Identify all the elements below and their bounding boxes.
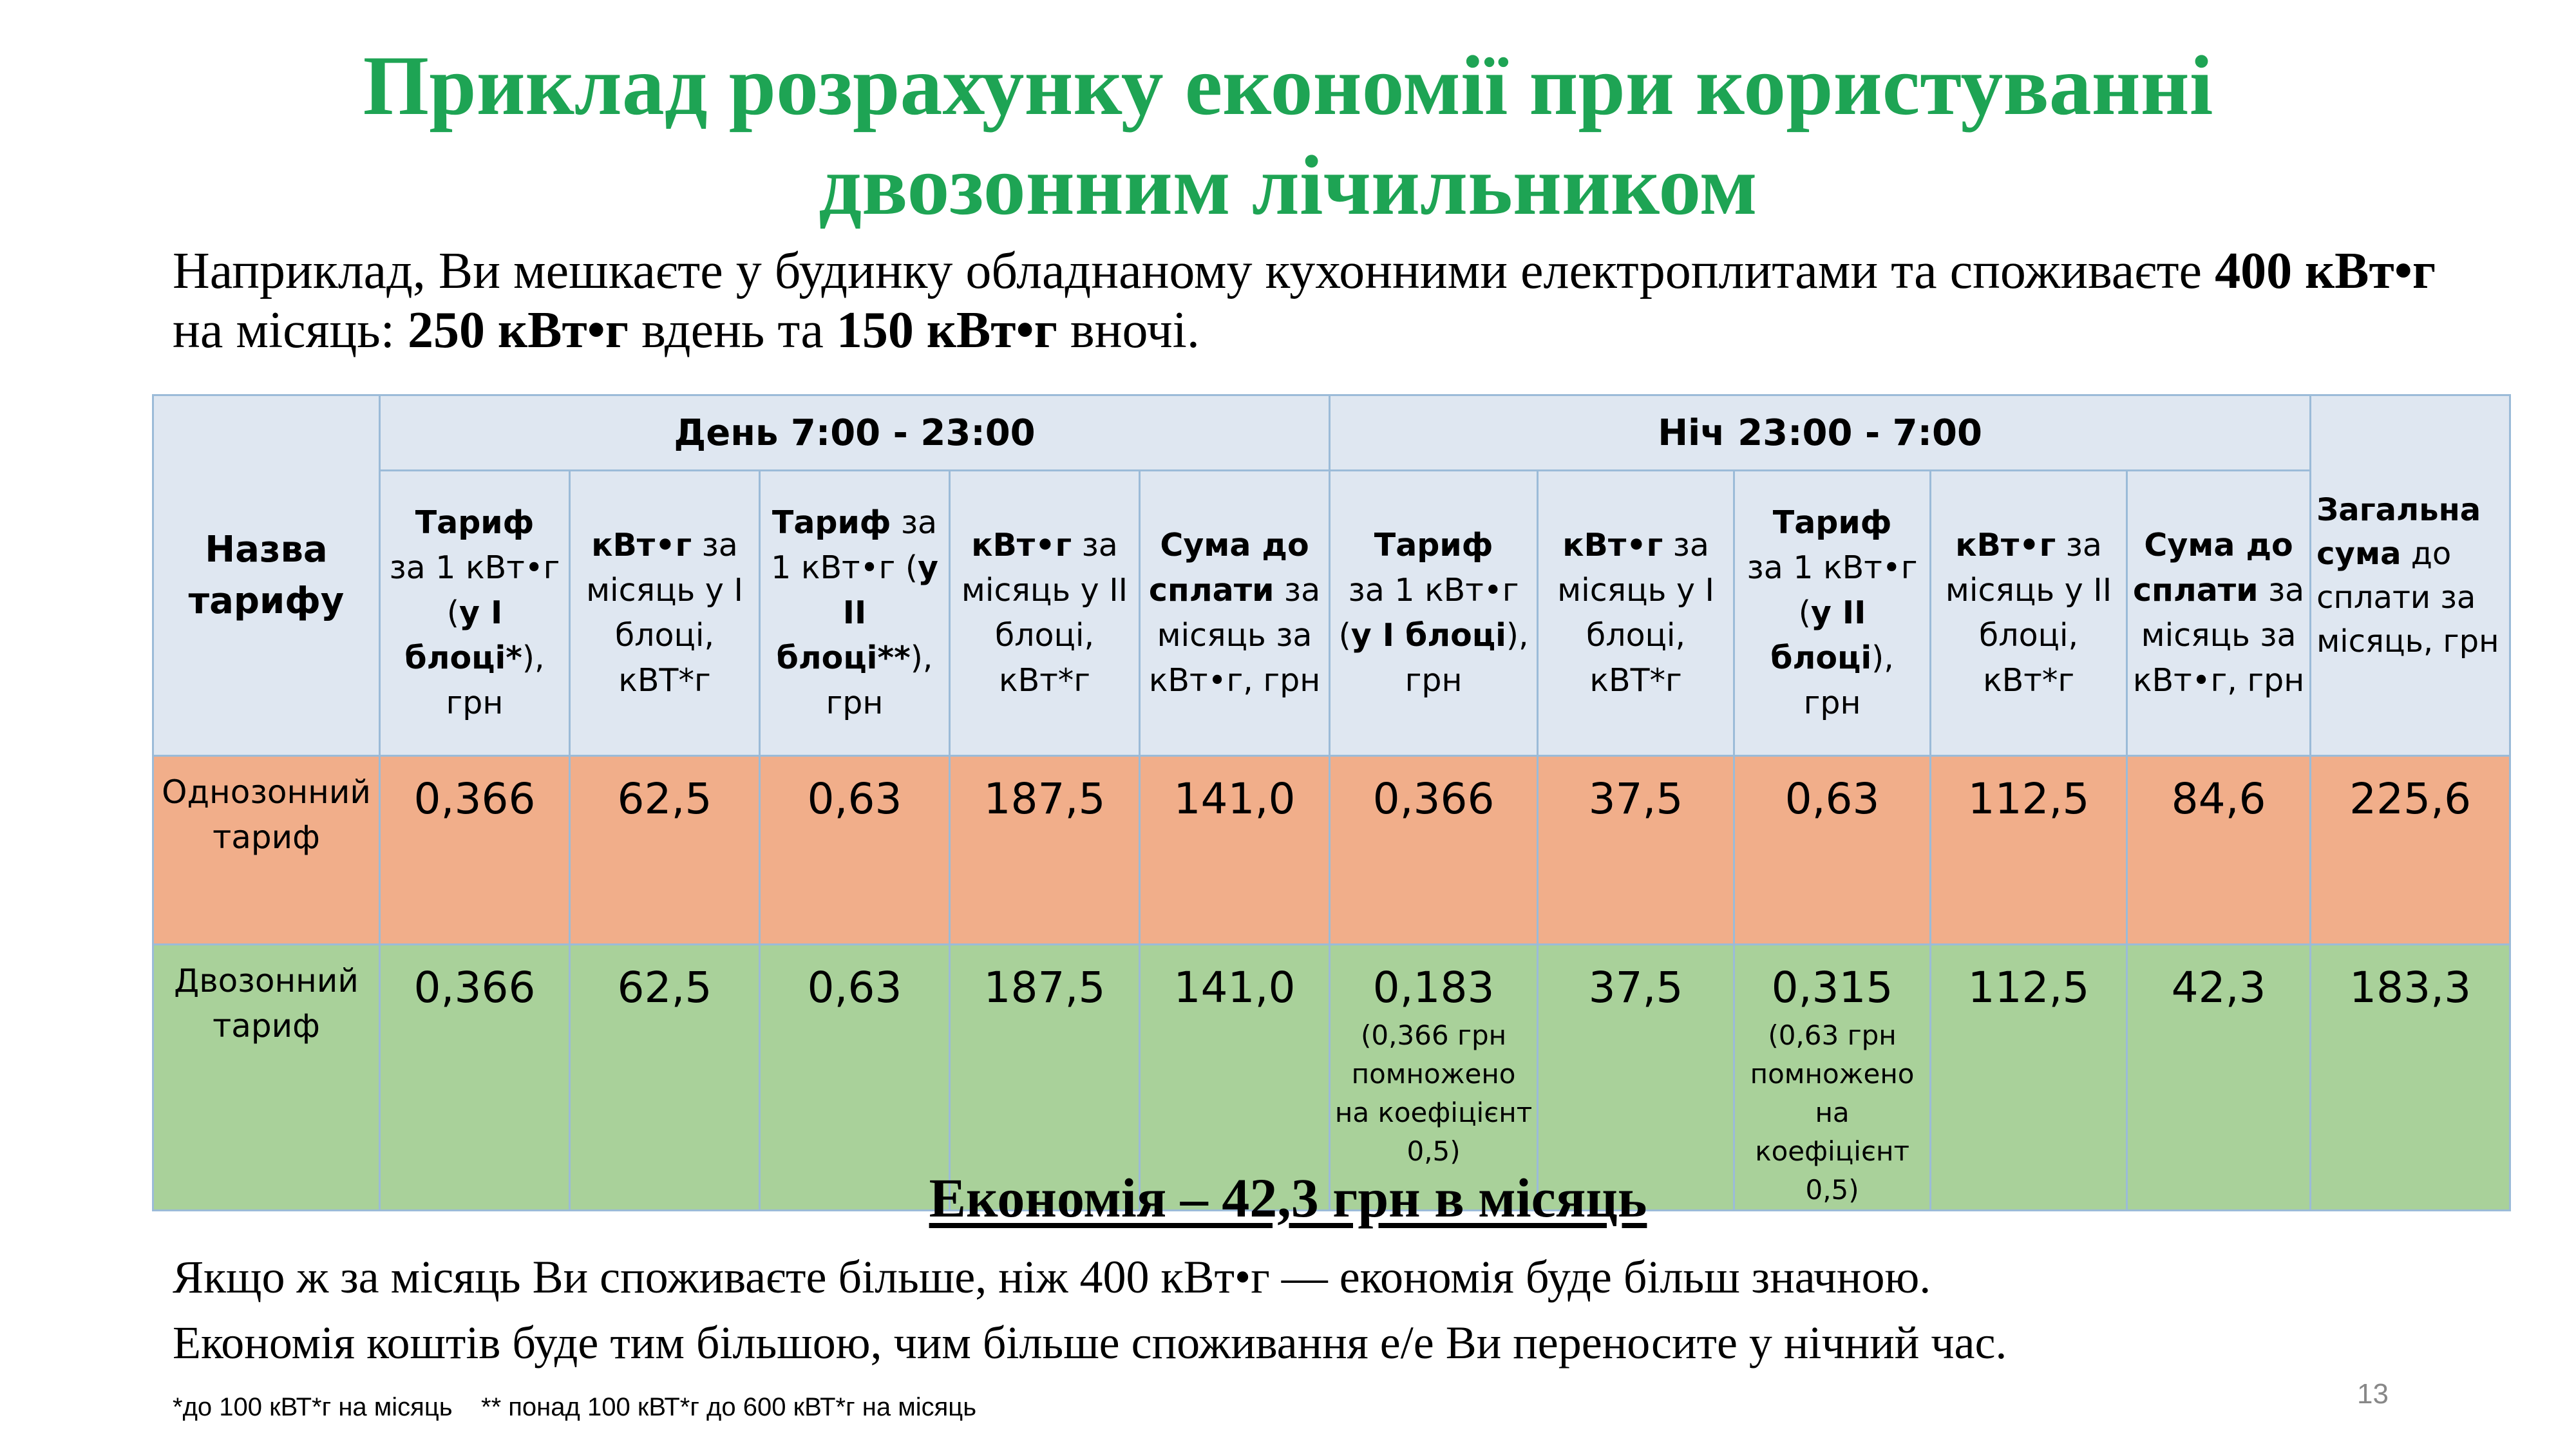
- table-cell: 62,5: [570, 945, 760, 1211]
- table-cell: 0,183 (0,366 грн помножено на коефіцієнт 0,5): [1330, 945, 1538, 1211]
- page-number: 13: [2357, 1378, 2389, 1410]
- conclusion-line-1: Якщо ж за місяць Ви споживаєте більше, ніж 400 кВт•г — економія буде більш значною.: [173, 1251, 1931, 1303]
- table-cell-total: 183,3: [2311, 945, 2510, 1211]
- intro-text-2: на місяць:: [173, 302, 408, 359]
- table-cell: 141,0: [1140, 756, 1330, 945]
- night-group-header: Ніч 23:00 - 7:00: [1330, 395, 2311, 471]
- table-cell: 42,3: [2127, 945, 2311, 1211]
- table-cell: 187,5: [950, 945, 1140, 1211]
- tariff-name-two-zone: Двозонний тариф: [153, 945, 380, 1211]
- table-cell: 187,5: [950, 756, 1140, 945]
- slide-title: [0, 35, 2576, 235]
- table-cell: 37,5: [1538, 945, 1734, 1211]
- day-group-header: День 7:00 - 23:00: [380, 395, 1330, 471]
- title-line-2: двозонним лічильником: [819, 138, 1757, 232]
- intro-night-kwh: 150 кВт•г: [836, 302, 1057, 359]
- table-cell: 37,5: [1538, 756, 1734, 945]
- tariff-name-header: Назва тарифу: [153, 395, 380, 756]
- title-line-1: Приклад розрахунку економії при користуванні: [363, 38, 2213, 133]
- table-cell: 0,315 (0,63 грн помножено на коефіцієнт 0,5): [1734, 945, 1931, 1211]
- table-cell: 84,6: [2127, 756, 2311, 945]
- footnote: *до 100 кВТ*г на місяць ** понад 100 кВТ*г до 600 кВТ*г на місяць: [173, 1393, 977, 1421]
- table-cell: 112,5: [1931, 756, 2127, 945]
- cell-note: (0,63 грн помножено на коефіцієнт 0,5): [1750, 1019, 1915, 1206]
- intro-text-1: Наприклад, Ви мешкаєте у будинку обладнаному кухонними електроплитами та споживаєте: [173, 243, 2215, 299]
- table-cell: 0,366: [380, 945, 570, 1211]
- table-cell: 0,366: [1330, 756, 1538, 945]
- table-cell: 0,63: [1734, 756, 1931, 945]
- table-cell: 112,5: [1931, 945, 2127, 1211]
- intro-paragraph: [173, 242, 2465, 360]
- table-cell: 0,366: [380, 756, 570, 945]
- table-cell: 0,63: [760, 945, 950, 1211]
- night-kwh-block1-header: кВт•г за місяць у І блоці, кВТ*г: [1538, 471, 1734, 756]
- table-cell: 0,63: [760, 756, 950, 945]
- table-cell-total: 225,6: [2311, 756, 2510, 945]
- table-row-single-zone: [153, 756, 2510, 945]
- cell-note: (0,366 грн помножено на коефіцієнт 0,5): [1334, 1019, 1533, 1167]
- night-tariff-block2-header: Тариф за 1 кВт•г (у ІІ блоці), грн: [1734, 471, 1931, 756]
- table-cell: 141,0: [1140, 945, 1330, 1211]
- tariff-name-single-zone: Однозонний тариф: [153, 756, 380, 945]
- day-sum-header: Сума до сплати за місяць за кВт•г, грн: [1140, 471, 1330, 756]
- total-header: Загальна сума до сплати за місяць, грн: [2311, 395, 2510, 756]
- tariff-table: [152, 394, 2511, 1211]
- day-tariff-block1-header: Тариф за 1 кВт•г (у І блоці*), грн: [380, 471, 570, 756]
- day-tariff-block2-header: Тариф за 1 кВт•г (у ІІ блоці**), грн: [760, 471, 950, 756]
- table-cell: 62,5: [570, 756, 760, 945]
- day-kwh-block2-header: кВт•г за місяць у ІІ блоці, кВт*г: [950, 471, 1140, 756]
- conclusion-line-2: Економія коштів буде тим більшою, чим більше споживання е/е Ви переносите у нічний час.: [173, 1317, 2007, 1368]
- night-kwh-block2-header: кВт•г за місяць у ІІ блоці, кВт*г: [1931, 471, 2127, 756]
- night-tariff-block1-header: Тариф за 1 кВт•г (у І блоці), грн: [1330, 471, 1538, 756]
- intro-text-4: вночі.: [1057, 302, 1200, 359]
- intro-total-kwh: 400 кВт•г: [2215, 243, 2436, 299]
- night-sum-header: Сума до сплати за місяць за кВт•г, грн: [2127, 471, 2311, 756]
- day-kwh-block1-header: кВт•г за місяць у І блоці, кВТ*г: [570, 471, 760, 756]
- intro-text-3: вдень та: [629, 302, 837, 359]
- saving-heading: Економія – 42,3 грн в місяць: [929, 1167, 1647, 1229]
- intro-day-kwh: 250 кВт•г: [408, 302, 629, 359]
